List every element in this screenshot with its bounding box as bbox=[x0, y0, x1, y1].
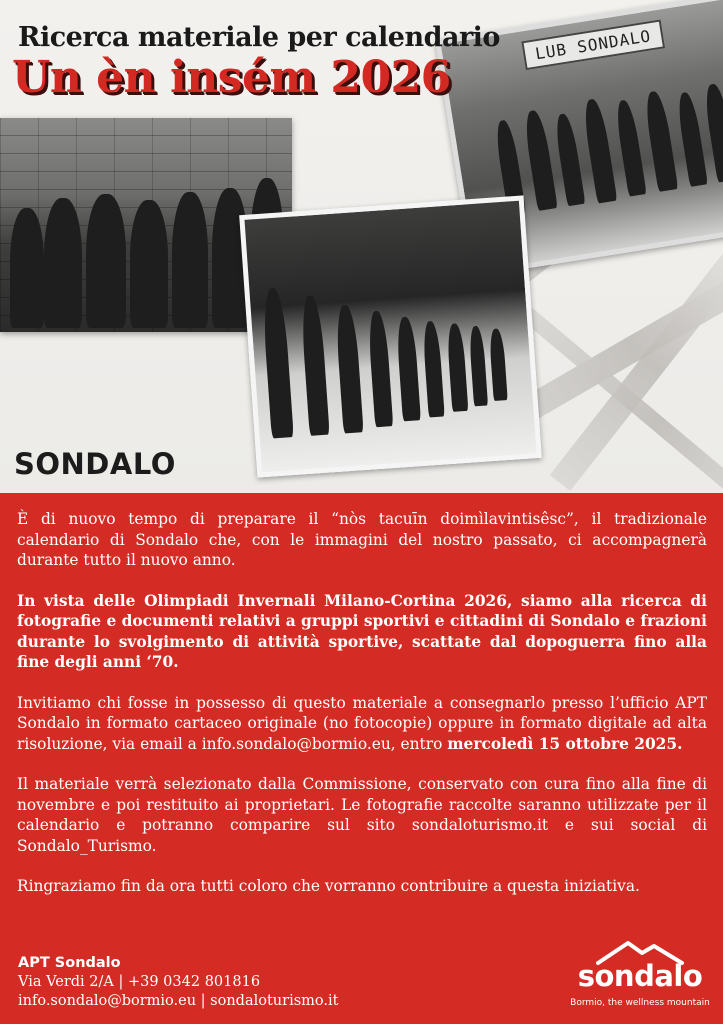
figure bbox=[581, 98, 617, 204]
paragraph-intro: È di nuovo tempo di preparare il “nòs tacuīn doimìlavintisêsc”, il tradizionale calendario di Sondalo che, con le immagini del nostro passato, ci accompagnerà durante tutto il nuovo anno. bbox=[17, 510, 707, 569]
page-title: Un èn insém 2026 bbox=[12, 52, 451, 103]
figure bbox=[172, 192, 208, 328]
figure bbox=[702, 83, 723, 183]
figure bbox=[261, 287, 293, 438]
contact-links: info.sondalo@bormio.eu | sondaloturismo.it bbox=[18, 993, 339, 1009]
paragraph-thanks: Ringraziamo fin da ora tutti coloro che vorranno contribuire a questa iniziativa. bbox=[17, 877, 640, 895]
figure bbox=[468, 326, 488, 407]
header-section bbox=[0, 0, 723, 493]
figure bbox=[422, 321, 445, 418]
figure bbox=[335, 304, 364, 433]
figure bbox=[300, 295, 330, 436]
org-name: APT Sondalo bbox=[18, 955, 121, 971]
body-text bbox=[17, 509, 707, 897]
figure bbox=[10, 208, 44, 328]
club-sign: LUB SONDALO bbox=[521, 19, 665, 70]
figure bbox=[675, 91, 707, 187]
contact-address: Via Verdi 2/A | +39 0342 801816 bbox=[18, 974, 261, 990]
figure bbox=[643, 90, 678, 192]
figure bbox=[396, 316, 421, 421]
figure bbox=[446, 323, 468, 412]
logo-wordmark: sondalo bbox=[577, 959, 703, 993]
request-text: In vista delle Olimpiadi Invernali Milano-Cortina 2026, siamo alla ricerca di fotografie e documenti relativi a gruppi sportivi e cittadini di Sondalo e frazioni durante lo svolgimento di attività sportive, scattate dal dopoguerra fino alla fine degli anni ‘70. bbox=[17, 591, 707, 671]
delivery-text: Invitiamo chi fosse in possesso di questo materiale a consegnarlo presso l’ufficio APT Sondalo in formato cartaceo originale (no fotocopie) oppure in formato digitale ad alta risoluzione, via email a info.sondalo@bormio.eu, entro bbox=[17, 693, 707, 753]
figure bbox=[44, 198, 82, 328]
sondalo-logo bbox=[570, 937, 710, 1017]
paragraph-request bbox=[17, 591, 707, 673]
logo-tagline: Bormio, the wellness mountain bbox=[570, 998, 710, 1008]
figure bbox=[522, 109, 557, 211]
figure bbox=[489, 328, 508, 401]
subtitle: Ricerca materiale per calendario bbox=[18, 22, 500, 53]
figure bbox=[86, 194, 126, 328]
location-label: SONDALO bbox=[14, 447, 176, 481]
figure bbox=[130, 200, 168, 328]
paragraph-selection: Il materiale verrà selezionato dalla Commissione, conservato con cura fino alla fine di novembre e poi restituito ai proprietari. Le fotografie raccolte saranno utilizzate per il calendario e potranno comparire sul sito sondaloturismo.it e sui social di Sondalo_Turismo. bbox=[17, 775, 707, 855]
photo-skiers bbox=[239, 195, 542, 477]
deadline: mercoledì 15 ottobre 2025. bbox=[447, 734, 683, 753]
figure bbox=[553, 113, 585, 207]
figure bbox=[614, 99, 647, 197]
figure bbox=[367, 310, 393, 427]
info-panel bbox=[0, 493, 723, 1024]
contact-footer bbox=[18, 954, 338, 1011]
paragraph-delivery bbox=[17, 693, 707, 755]
